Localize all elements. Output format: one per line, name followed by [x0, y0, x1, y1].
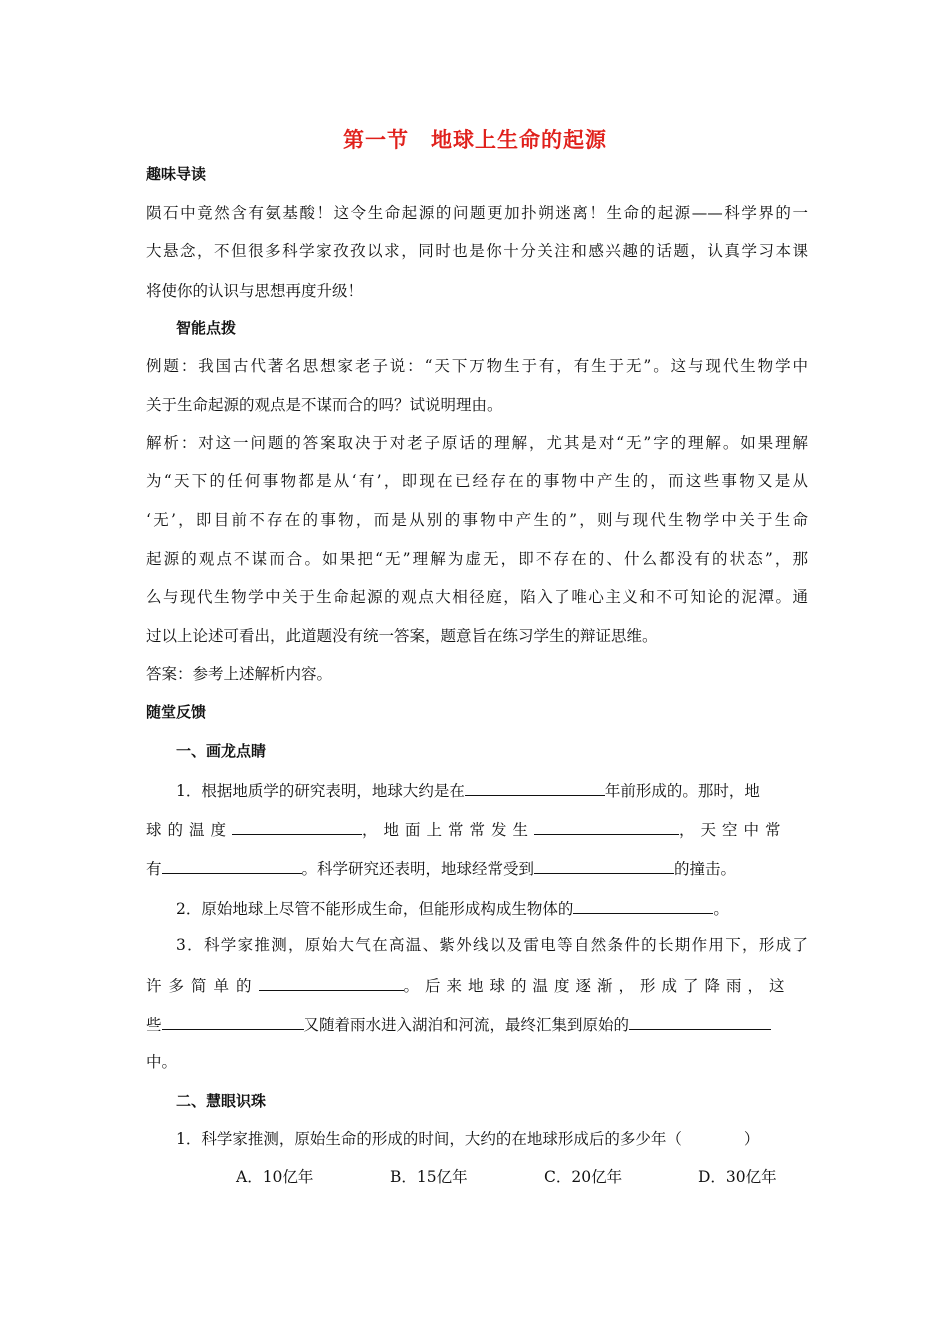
intro-heading: 趣味导读 [146, 165, 207, 183]
example-line-1: 例题：我国古代著名思想家老子说：“天下万物生于有，有生于无”。这与现代生物学中 [146, 357, 808, 375]
fill-q2-line [176, 897, 808, 919]
q3-blank-2[interactable] [162, 1013, 304, 1030]
answer-line: 答案：参考上述解析内容。 [146, 665, 333, 683]
q1-blank-1[interactable] [465, 779, 605, 796]
feedback-heading: 随堂反馈 [146, 703, 207, 721]
example-line-2: 关于生命起源的观点是不谋而合的吗？试说明理由。 [146, 396, 503, 414]
analysis-line-5: 么与现代生物学中关于生命起源的观点大相径庭，陷入了唯心主义和不可知论的泥潭。通 [146, 588, 808, 606]
q1-blank-4[interactable] [162, 857, 302, 874]
fill-q3-line-3 [146, 1013, 808, 1035]
option-a[interactable]: A．10亿年 [236, 1168, 314, 1186]
q1-blank-3[interactable] [534, 818, 679, 835]
q3-text-d: 些 [146, 1016, 162, 1034]
option-d[interactable]: D．30亿年 [698, 1168, 777, 1186]
intro-line-3: 将使你的认识与思想再度升级！ [146, 282, 364, 300]
fill-q1-line-3 [146, 857, 808, 879]
q1-text-h: 的撞击。 [674, 860, 737, 878]
fill-q3-line-4: 中。 [146, 1053, 178, 1071]
page-title: 第一节 地球上生命的起源 [343, 128, 607, 152]
q1-text-c: 球的温度 [146, 821, 233, 839]
q3-text-b: 许多简单的 [146, 977, 259, 995]
choice-q1-text: 1．科学家推测，原始生命的形成的时间，大约的在地球形成后的多少年（ ） [176, 1130, 760, 1148]
q2-blank-1[interactable] [573, 897, 713, 914]
intro-line-1: 陨石中竟然含有氨基酸！这令生命起源的问题更加扑朔迷离！生命的起源——科学界的一 [146, 204, 808, 222]
analysis-line-2: 为“天下的任何事物都是从‘有’，即现在已经存在的事物中产生的，而这些事物又是从 [146, 472, 808, 490]
fill-q3-line-1: 3．科学家推测，原始大气在高温、紫外线以及雷电等自然条件的长期作用下，形成了 [176, 936, 808, 954]
q3-blank-1[interactable] [259, 974, 404, 991]
fill-q3-line-2 [146, 974, 808, 996]
q3-text-c: 。后来地球的温度逐渐，形成了降雨，这 [403, 977, 791, 995]
q1-text-b: 年前形成的。那时，地 [604, 782, 760, 800]
fill-q1-line-2 [146, 818, 808, 840]
q1-text-a: 1．根据地质学的研究表明，地球大约是在 [176, 782, 465, 800]
q2-text-b: 。 [713, 900, 729, 918]
analysis-line-4: 起源的观点不谋而合。如果把“无”理解为虚无，即不存在的、什么都没有的状态”，那 [146, 550, 808, 568]
section1-heading: 一、画龙点睛 [176, 742, 267, 760]
q3-blank-3[interactable] [629, 1013, 771, 1030]
analysis-line-6: 过以上论述可看出，此道题没有统一答案，题意旨在练习学生的辩证思维。 [146, 627, 658, 645]
option-c[interactable]: C．20亿年 [544, 1168, 623, 1186]
analysis-line-3: ‘无’，即目前不存在的事物，而是从别的事物中产生的”，则与现代生物学中关于生命 [146, 511, 808, 529]
fill-q1-line-1 [176, 779, 808, 801]
q3-text-e: 又随着雨水进入湖泊和河流，最终汇集到原始的 [303, 1016, 630, 1034]
q1-blank-2[interactable] [232, 818, 362, 835]
q2-text-a: 2．原始地球上尽管不能形成生命，但能形成构成生物体的 [176, 900, 574, 918]
analysis-line-1: 解析：对这一问题的答案取决于对老子原话的理解，尤其是对“无”字的理解。如果理解 [146, 434, 808, 452]
section2-heading: 二、慧眼识珠 [176, 1092, 267, 1110]
q1-text-e: ，天空中常 [679, 821, 787, 839]
q1-text-f: 有 [146, 860, 162, 878]
q1-blank-5[interactable] [534, 857, 674, 874]
q1-text-g: 。科学研究还表明，地球经常受到 [301, 860, 535, 878]
q1-text-d: ，地面上常常发生 [362, 821, 535, 839]
tips-heading: 智能点拨 [176, 319, 237, 337]
intro-line-2: 大悬念，不但很多科学家孜孜以求，同时也是你十分关注和感兴趣的话题，认真学习本课 [146, 242, 808, 260]
option-b[interactable]: B．15亿年 [390, 1168, 468, 1186]
